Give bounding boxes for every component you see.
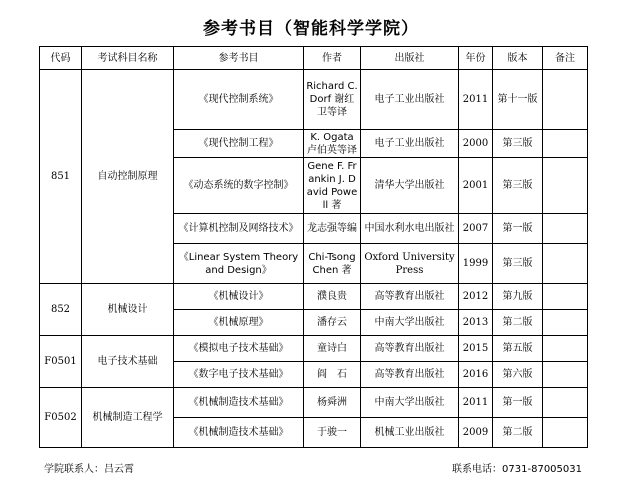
book-title: 《Linear System Theory and Design》 [174, 244, 304, 284]
exam-code: F0501 [40, 336, 82, 388]
book-publisher: Oxford University Press [361, 244, 459, 284]
book-publisher: 高等教育出版社 [361, 362, 459, 388]
book-title: 《计算机控制及网络技术》 [174, 214, 304, 244]
page-title: 参考书目（智能科学学院） [203, 19, 419, 39]
book-author: 阎 石 [304, 362, 361, 388]
exam-subject: 电子技术基础 [82, 336, 174, 388]
header-publisher: 出版社 [361, 47, 459, 70]
book-publisher: 中南大学出版社 [361, 310, 459, 336]
book-publisher: 机械工业出版社 [361, 418, 459, 448]
exam-code: F0502 [40, 388, 82, 448]
book-author: 于骏一 [304, 418, 361, 448]
book-note [543, 158, 588, 214]
book-year: 2015 [459, 336, 493, 362]
book-year: 2012 [459, 284, 493, 310]
contact-phone: 联系电话：0731-87005031 [452, 464, 582, 475]
book-author: 杨舜洲 [304, 388, 361, 418]
exam-code: 851 [40, 70, 82, 284]
book-edition: 第一版 [493, 214, 543, 244]
book-year: 2007 [459, 214, 493, 244]
book-edition: 第十一版 [493, 70, 543, 130]
book-edition: 第五版 [493, 336, 543, 362]
book-edition: 第一版 [493, 388, 543, 418]
book-year: 2000 [459, 130, 493, 158]
book-edition: 第二版 [493, 418, 543, 448]
book-edition: 第三版 [493, 158, 543, 214]
book-note [543, 70, 588, 130]
book-year: 2001 [459, 158, 493, 214]
book-note [543, 388, 588, 418]
book-edition: 第三版 [493, 244, 543, 284]
table-row [40, 336, 588, 362]
book-publisher: 中南大学出版社 [361, 388, 459, 418]
book-title: 《机械制造技术基础》 [174, 418, 304, 448]
book-publisher: 高等教育出版社 [361, 336, 459, 362]
book-year: 2013 [459, 310, 493, 336]
book-publisher: 电子工业出版社 [361, 70, 459, 130]
book-note [543, 362, 588, 388]
exam-subject: 自动控制原理 [82, 70, 174, 284]
header-code: 代码 [40, 47, 82, 70]
book-note [543, 284, 588, 310]
book-publisher: 中国水利水电出版社 [361, 214, 459, 244]
book-publisher: 高等教育出版社 [361, 284, 459, 310]
book-note [543, 336, 588, 362]
book-note [543, 418, 588, 448]
header-author: 作者 [304, 47, 361, 70]
exam-subject: 机械制造工程学 [82, 388, 174, 448]
book-edition: 第二版 [493, 310, 543, 336]
header-book: 参考书目 [174, 47, 304, 70]
book-author: Richard C. Dorf 谢红卫等译 [304, 70, 361, 130]
book-title: 《机械原理》 [174, 310, 304, 336]
book-publisher: 清华大学出版社 [361, 158, 459, 214]
table-row [40, 70, 588, 130]
book-title: 《数字电子技术基础》 [174, 362, 304, 388]
book-author: 龙志强等编 [304, 214, 361, 244]
book-title: 《现代控制工程》 [174, 130, 304, 158]
table-row [40, 284, 588, 310]
book-title: 《机械制造技术基础》 [174, 388, 304, 418]
book-publisher: 电子工业出版社 [361, 130, 459, 158]
book-author: K. Ogata 卢伯英等译 [304, 130, 361, 158]
contact-person: 学院联系人：吕云霄 [44, 464, 134, 475]
book-year: 2009 [459, 418, 493, 448]
book-title: 《模拟电子技术基础》 [174, 336, 304, 362]
book-note [543, 244, 588, 284]
book-note [543, 130, 588, 158]
book-note [543, 310, 588, 336]
book-year: 2016 [459, 362, 493, 388]
book-author: Chi-Tsong Chen 著 [304, 244, 361, 284]
book-author: 童诗白 [304, 336, 361, 362]
header-subject: 考试科目名称 [82, 47, 174, 70]
book-author: 濮良贵 [304, 284, 361, 310]
book-note [543, 214, 588, 244]
header-note: 备注 [543, 47, 588, 70]
exam-subject: 机械设计 [82, 284, 174, 336]
book-author: 潘存云 [304, 310, 361, 336]
book-year: 2011 [459, 388, 493, 418]
exam-code: 852 [40, 284, 82, 336]
book-title: 《机械设计》 [174, 284, 304, 310]
book-edition: 第六版 [493, 362, 543, 388]
book-year: 1999 [459, 244, 493, 284]
table-header-row [40, 47, 588, 70]
book-edition: 第三版 [493, 130, 543, 158]
table-row [40, 388, 588, 418]
book-author: Gene F. Frankin J. David Powell 著 [304, 158, 361, 214]
book-title: 《动态系统的数字控制》 [174, 158, 304, 214]
reference-book-table [39, 46, 588, 448]
book-edition: 第九版 [493, 284, 543, 310]
book-title: 《现代控制系统》 [174, 70, 304, 130]
book-year: 2011 [459, 70, 493, 130]
header-year: 年份 [459, 47, 493, 70]
header-edition: 版本 [493, 47, 543, 70]
